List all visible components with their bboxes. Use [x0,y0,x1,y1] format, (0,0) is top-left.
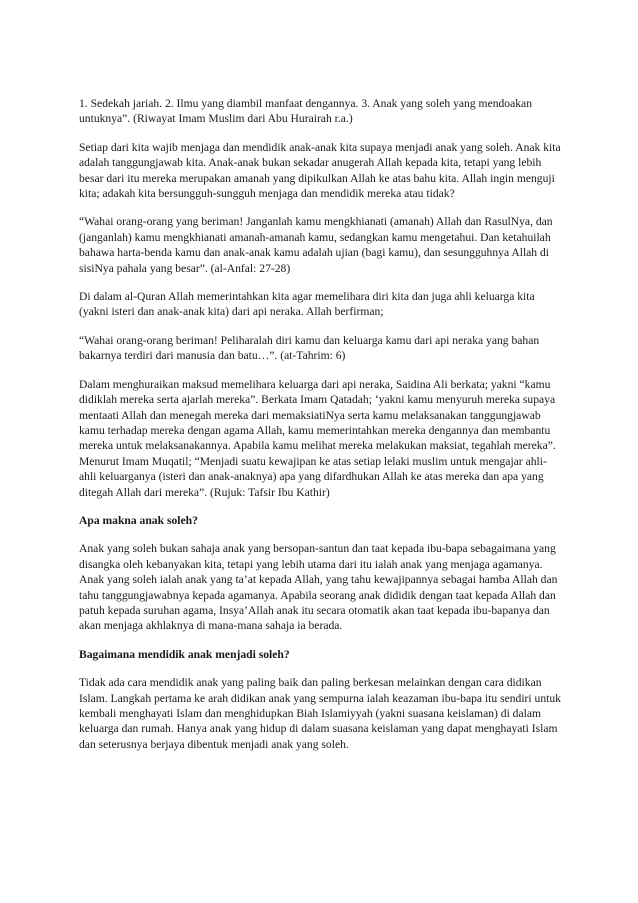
heading-meaning: Apa makna anak soleh? [79,513,198,527]
paragraph-tafsir: Dalam menghuraikan maksud memelihara keluarga dari api neraka, Saidina Ali berkata; yakni “kamu didiklah mereka serta ajarlah mereka”. Berkata Imam Qatadah; ‘yakni kamu menyuruh mereka supaya mentaati Allah dan menegah mereka dari memaksiatiNya serta kamu melaksanakan tanggungjawab kamu terhadap mereka dengan agama Allah, kamu memerintahkan mereka dengannya dan membantu mereka untuk melaksanakannya. Apabila kamu melihat mereka melakukan maksiat, tegahlah mereka”. Menurut Imam Muqatil; “Menjadi suatu kewajipan ke atas setiap lelaki muslim untuk mengajar ahli-ahli keluarganya (isteri dan anak-anaknya) apa yang difardhukan Allah ke atas mereka dan apa yang ditegah Allah dari mereka”. (Rujuk: Tafsir Ibu Kathir) [79,377,556,499]
paragraph-how-to: Tidak ada cara mendidik anak yang paling baik dan paling berkesan melainkan dengan cara didikan Islam. Langkah pertama ke arah didikan anak yang sempurna ialah keazaman ibu-bapa itu sendiri untuk kembali menghayati Islam dan menghidupkan Biah Islamiyyah (yakni suasana keislaman) di dalam keluarga dan rumah. Hanya anak yang hidup di dalam suasana keislaman yang dapat menghayati Islam dan seterusnya berjaya dibentuk menjadi anak yang soleh. [79,676,561,751]
paragraph-quran-command: Di dalam al-Quran Allah memerintahkan kita agar memelihara diri kita dan juga ahli keluarga kita (yakni isteri dan anak-anak kita) dari api neraka. Allah berfirman; [79,290,535,319]
document-page [79,96,563,765]
heading-how-to: Bagaimana mendidik anak menjadi soleh? [79,647,290,661]
paragraph-quote-tahrim: “Wahai orang-orang beriman! Peliharalah diri kamu dan keluarga kamu dari api neraka yang bahan bakarnya terdiri dari manusia dan batu…”. (at-Tahrim: 6) [79,333,540,363]
paragraph-duty: Setiap dari kita wajib menjaga dan mendidik anak-anak kita supaya menjadi anak yang soleh. Anak kita adalah tanggungjawab kita. Anak-anak bukan sekadar anugerah Allah kepada kita, tetapi yang lebih besar dari itu mereka merupakan amanah yang dipikulkan Allah ke atas bahu kita. Allah ingin menguji kita; adakah kita bersungguh-sungguh menjaga dan mendidik mereka atau tidak? [79,140,561,201]
paragraph-meaning: Anak yang soleh bukan sahaja anak yang bersopan-santun dan taat kepada ibu-bapa sebagaimana yang disangka oleh kebanyakan kita, tetapi yang lebih utama dari itu ialah anak yang menjaga agamanya. Anak yang soleh ialah anak yang ta’at kepada Allah, yang tahu kewajipannya sebagai hamba Allah dan tahu tanggungjawabnya kepada agamanya. Apabila seorang anak dididik dengan taat kepada Allah dan patuh kepada suruhan agama, Insya’Allah anak itu secara otomatik akan taat kepada ibu-bapanya dan akan menjaga akhlaknya di mana-mana sahaja ia berada. [79,542,558,633]
paragraph-quote-anfal: “Wahai orang-orang yang beriman! Janganlah kamu mengkhianati (amanah) Allah dan RasulNya, dan (janganlah) kamu mengkhianati amanah-amanah kamu, sedangkan kamu mengetahui. Dan ketahuilah bahawa harta-benda kamu dan anak-anak kamu adalah ujian (bagi kamu), dan sesungguhnya Allah di sisiNya pahala yang besar”. (al-Anfal: 27-28) [79,215,553,275]
paragraph-hadith-end: 1. Sedekah jariah. 2. Ilmu yang diambil manfaat dengannya. 3. Anak yang soleh yang mendoakan untuknya”. (Riwayat Imam Muslim dari Abu Hurairah r.a.) [79,97,532,126]
